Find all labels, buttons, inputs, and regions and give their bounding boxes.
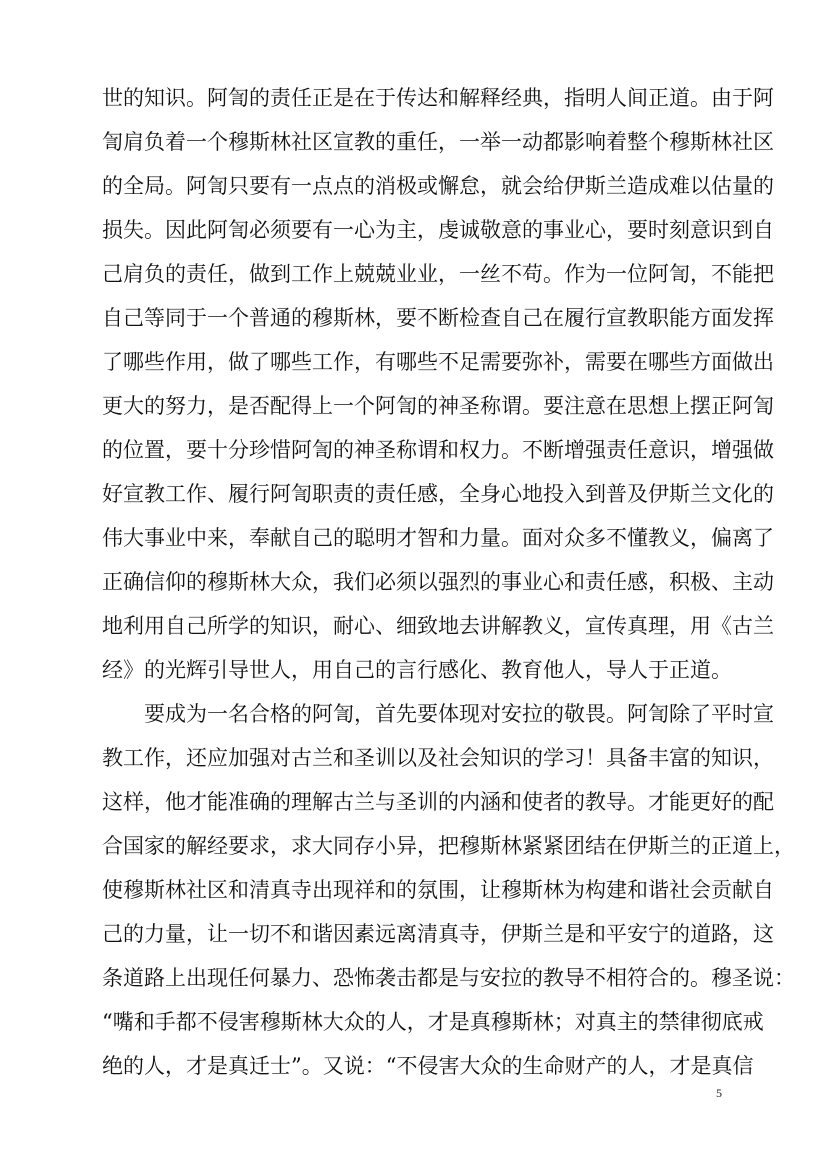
text-line: 的位置，要十分珍惜阿訇的神圣称谓和权力。不断增强责任意识，增强做 <box>102 438 774 462</box>
text-line: 更大的努力，是否配得上一个阿訇的神圣称谓。要注意在思想上摆正阿訇 <box>102 394 774 418</box>
text-line: 訇肩负着一个穆斯林社区宣教的重任，一举一动都影响着整个穆斯林社区 <box>102 130 774 154</box>
paragraph-2 <box>102 692 795 1088</box>
text-line: 己的力量，让一切不和谐因素远离清真寺，伊斯兰是和平安宁的道路，这 <box>102 922 774 946</box>
text-line: 了哪些作用，做了哪些工作，有哪些不足需要弥补，需要在哪些方面做出 <box>102 350 774 374</box>
text-line: 这样，他才能准确的理解古兰与圣训的内涵和使者的教导。才能更好的配 <box>102 790 774 814</box>
paragraph-1 <box>102 76 774 692</box>
text-line: 好宣教工作、履行阿訇职责的责任感，全身心地投入到普及伊斯兰文化的 <box>102 482 774 506</box>
text-line: 自己等同于一个普通的穆斯林，要不断检查自己在履行宣教职能方面发挥 <box>102 306 774 330</box>
text-line: 损失。因此阿訇必须要有一心为主，虔诚敬意的事业心，要时刻意识到自 <box>102 218 774 242</box>
text-line: 世的知识。阿訇的责任正是在于传达和解释经典，指明人间正道。由于阿 <box>102 86 774 110</box>
text-line: 教工作，还应加强对古兰和圣训以及社会知识的学习！具备丰富的知识， <box>102 746 774 770</box>
text-line: 地利用自己所学的知识，耐心、细致地去讲解教义，宣传真理，用《古兰 <box>102 614 774 638</box>
text-line: 经》的光辉引导世人，用自己的言行感化、教育他人，导人于正道。 <box>102 658 732 682</box>
body-text <box>102 76 795 1088</box>
text-line: 伟大事业中来，奉献自己的聪明才智和力量。面对众多不懂教义，偏离了 <box>102 526 774 550</box>
text-line: 正确信仰的穆斯林大众，我们必须以强烈的事业心和责任感，积极、主动 <box>102 570 774 594</box>
text-line: 使穆斯林社区和清真寺出现祥和的氛围，让穆斯林为构建和谐社会贡献自 <box>102 878 774 902</box>
text-line: “嘴和手都不侵害穆斯林大众的人，才是真穆斯林；对真主的禁律彻底戒 <box>102 1010 764 1034</box>
text-line: 合国家的解经要求，求大同存小异，把穆斯林紧紧团结在伊斯兰的正道上， <box>102 834 795 858</box>
text-line: 的全局。阿訇只要有一点点的消极或懈怠，就会给伊斯兰造成难以估量的 <box>102 174 774 198</box>
text-line: 要成为一名合格的阿訇，首先要体现对安拉的敬畏。阿訇除了平时宣 <box>144 702 774 726</box>
text-line: 绝的人，才是真迁士”。又说：“不侵害大众的生命财产的人，才是真信 <box>102 1054 754 1078</box>
page-number: 5 <box>716 1086 722 1100</box>
text-line: 条道路上出现任何暴力、恐怖袭击都是与安拉的教导不相符合的。穆圣说： <box>102 966 795 990</box>
text-line: 己肩负的责任，做到工作上兢兢业业，一丝不苟。作为一位阿訇，不能把 <box>102 262 774 286</box>
